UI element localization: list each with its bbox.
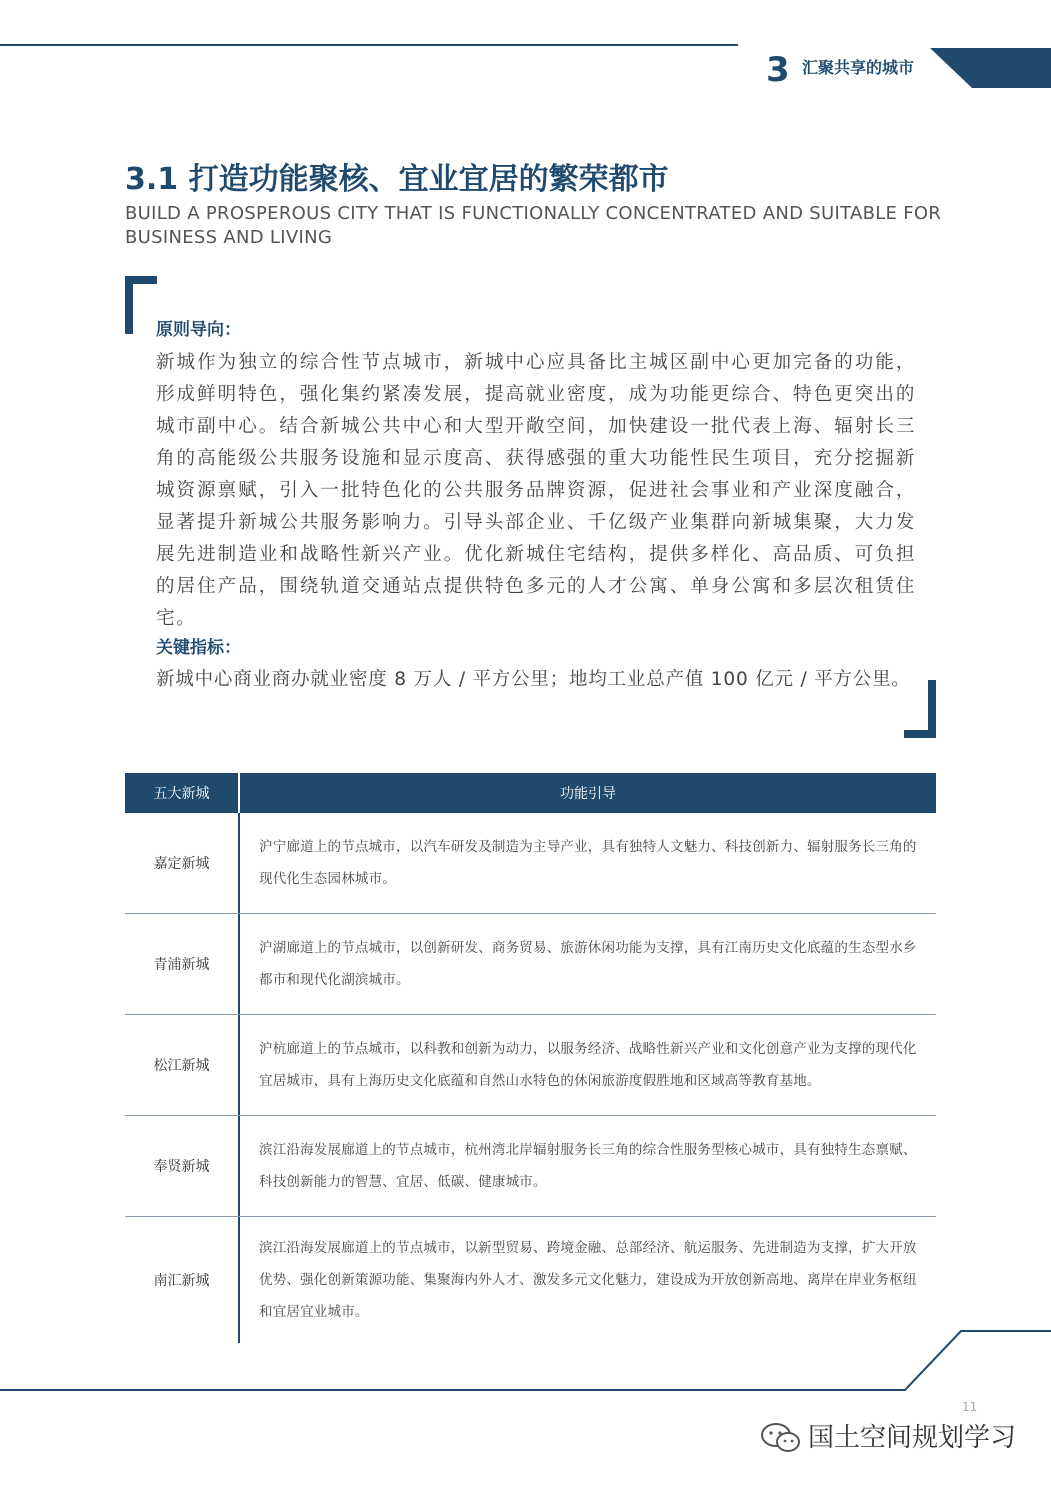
row-guidance: 滨江沿海发展廊道上的节点城市，杭州湾北岸辐射服务长三角的综合性服务型核心城市，具有独特生态禀赋、科技创新能力的智慧、宜居、低碳、健康城市。 [259, 1142, 917, 1190]
row-guidance: 沪杭廊道上的节点城市，以科教和创新为动力，以服务经济、战略性新兴产业和文化创意产业为支撑的现代化宜居城市，具有上海历史文化底蕴和自然山水特色的休闲旅游度假胜地和区域高等教育基地。 [259, 1041, 917, 1089]
bracket-bottom-right-arm [904, 730, 936, 738]
row-city: 奉贤新城 [125, 1116, 240, 1216]
kpi-body: 新城中心商业商办就业密度 8 万人 / 平方公里；地均工业总产值 100 亿元 / 平方公里。 [156, 669, 911, 690]
principle-body: 新城作为独立的综合性节点城市，新城中心应具备比主城区副中心更加完备的功能，形成鲜明特色，强化集约紧凑发展，提高就业密度，成为功能更综合、特色更突出的城市副中心。结合新城公共中心和大型开敞空间，加快建设一批代表上海、辐射长三角的高能级公共服务设施和显示度高、获得感强的重大功能性民生项目，充分挖掘新城资源禀赋，引入一批特色化的公共服务品牌资源，促进社会事业和产业深度融合，显著提升新城公共服务影响力。引导头部企业、千亿级产业集群向新城集聚，大力发展先进制造业和战略性新兴产业。优化新城住宅结构，提供多样化、高品质、可负担的居住产品，围绕轨道交通站点提供特色多元的人才公寓、单身公寓和多层次租赁住宅。 [156, 352, 916, 629]
row-city: 松江新城 [125, 1015, 240, 1115]
kpi-label: 关键指标： [156, 638, 241, 658]
row-city: 嘉定新城 [125, 813, 240, 913]
row-guidance: 滨江沿海发展廊道上的节点城市，以新型贸易、跨境金融、总部经济、航运服务、先进制造为支撑，扩大开放优势、强化创新策源功能、集聚海内外人才、激发多元文化魅力，建设成为开放创新高地、离岸在岸业务枢纽和宜居宜业城市。 [259, 1240, 917, 1320]
table-row [125, 1217, 936, 1343]
new-cities-table [125, 773, 936, 1343]
row-city: 青浦新城 [125, 914, 240, 1014]
principle-label: 原则导向： [156, 320, 241, 340]
header-rule [0, 44, 738, 46]
row-guidance: 沪宁廊道上的节点城市，以汽车研发及制造为主导产业，具有独特人文魅力、科技创新力、辐射服务长三角的现代化生态园林城市。 [259, 839, 917, 887]
table-row [125, 914, 936, 1015]
table-row [125, 1116, 936, 1217]
table-header [125, 773, 936, 813]
bracket-top-left [125, 276, 133, 334]
chapter-number: 3 [766, 50, 790, 90]
wechat-icon [760, 1422, 802, 1454]
bracket-top-left-arm [125, 276, 157, 284]
page-number: 11 [962, 1400, 978, 1414]
header-corner-shape [930, 44, 1051, 88]
footer-rule [0, 1326, 1051, 1396]
chapter-title: 汇聚共享的城市 [802, 58, 915, 77]
section-title: 3.1 打造功能聚核、宜业宜居的繁荣都市 [125, 162, 669, 197]
watermark-text: 国土空间规划学习 [808, 1423, 1017, 1453]
column-header-city: 五大新城 [125, 773, 240, 813]
table-row [125, 813, 936, 914]
section-subtitle: BUILD A PROSPEROUS CITY THAT IS FUNCTIONALLY CONCENTRATED AND SUITABLE FOR BUSINESS AND LIVING [125, 203, 942, 248]
row-guidance: 沪湖廊道上的节点城市，以创新研发、商务贸易、旅游休闲功能为支撑，具有江南历史文化底蕴的生态型水乡都市和现代化湖滨城市。 [259, 940, 917, 988]
row-city: 南汇新城 [125, 1217, 240, 1343]
column-header-guidance: 功能引导 [560, 786, 616, 802]
table-row [125, 1015, 936, 1116]
